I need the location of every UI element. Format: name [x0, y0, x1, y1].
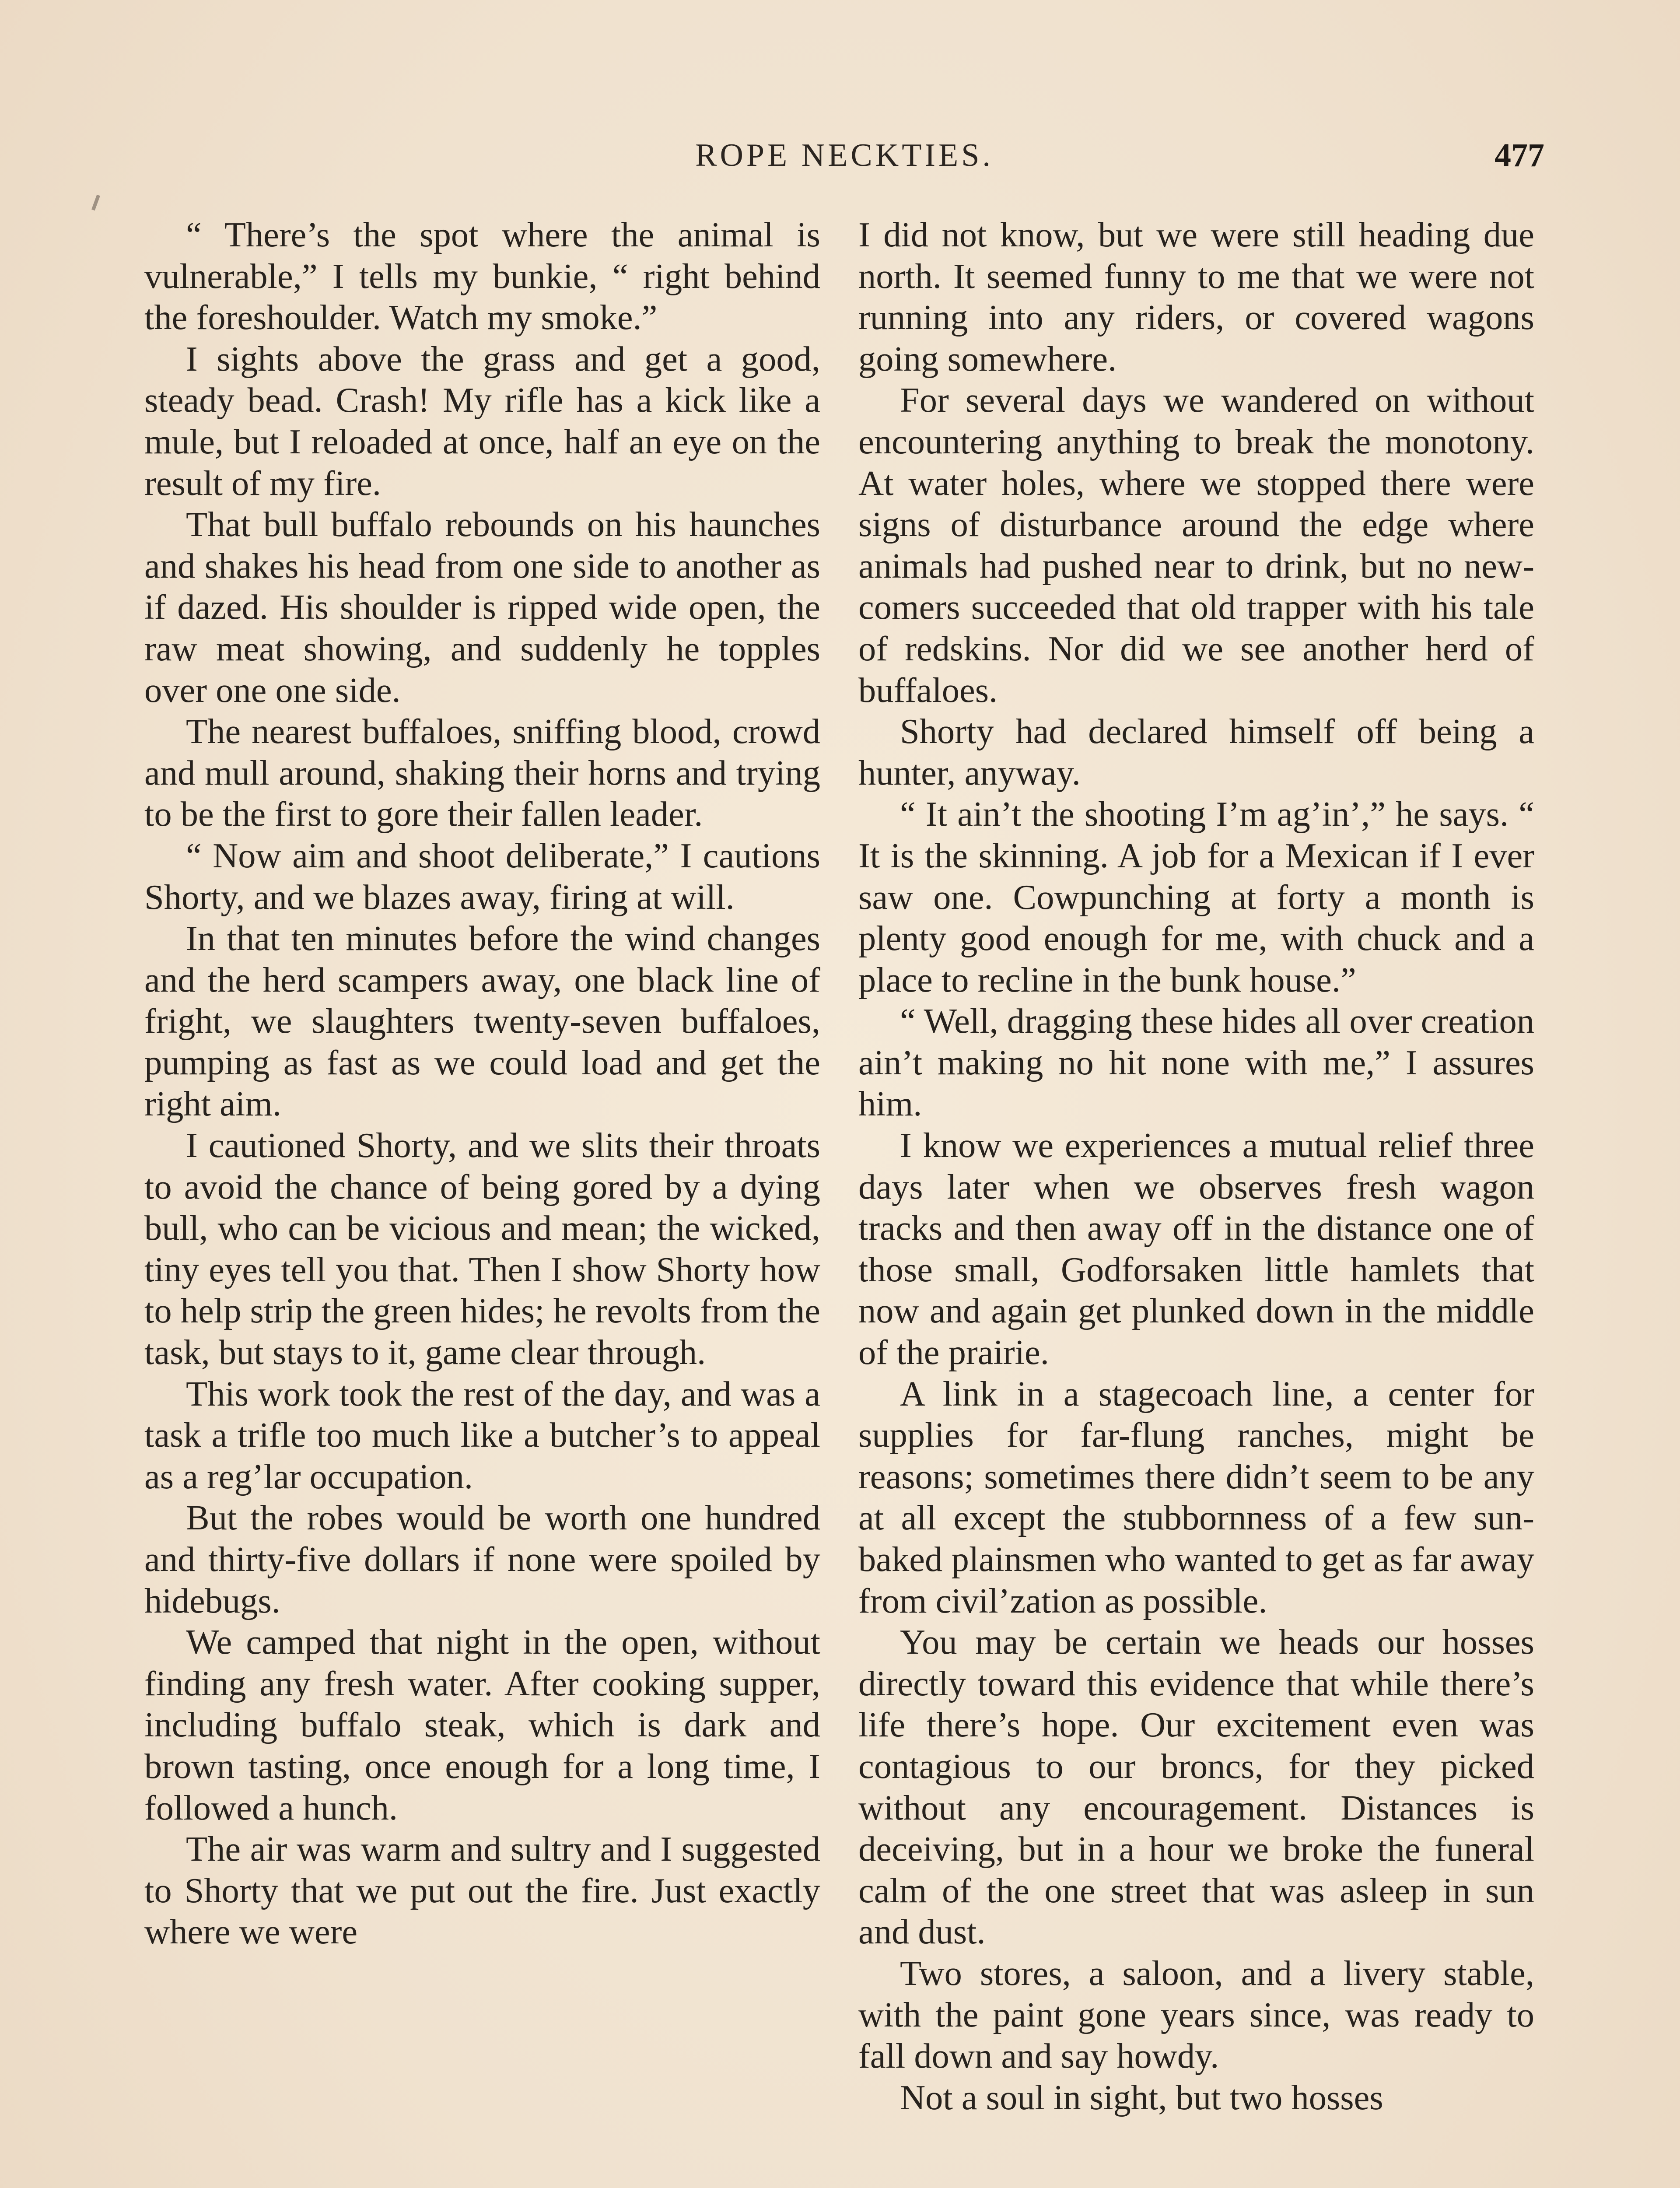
paragraph: I cautioned Shorty, and we slits their throats to avoid the chance of being gored by a dying bull, who can be vicious and mean; the wicked, tiny eyes tell you that. Then I show Shorty how to help strip the green hides; he revolts from the task, but stays to it, game clear through. — [144, 1126, 820, 1372]
running-head: ROPE NECKTIES. — [695, 137, 994, 173]
paragraph: In that ten minutes before the wind changes and the herd scampers away, one black line of fright, we slaughters twenty-seven buffaloes, pumping as fast as we could load and get the right aim. — [144, 919, 820, 1124]
paragraph: But the robes would be worth one hundred and thirty-five dollars if none were spoiled by hidebugs. — [144, 1498, 820, 1620]
paragraph: Shorty had declared himself off being a hunter, anyway. — [858, 712, 1534, 792]
paragraph: “ Now aim and shoot deliberate,” I cautions Shorty, and we blazes away, firing at will. — [144, 836, 820, 917]
paragraph: A link in a stagecoach line, a center for supplies for far-flung ranches, might be reasons; sometimes there didn’t seem to be any at all except the stubbornness of a few sun-baked plainsmen who wanted to get as far away from civil’zation as possible. — [858, 1374, 1534, 1620]
paragraph: That bull buffalo rebounds on his haunches and shakes his head from one side to another as if dazed. His shoulder is ripped wide open, the raw meat showing, and suddenly he topples over one one side. — [144, 505, 820, 710]
paragraph: “ There’s the spot where the animal is vulnerable,” I tells my bunkie, “ right behind the foreshoulder. Watch my smoke.” — [144, 215, 820, 337]
paragraph: Not a soul in sight, but two hosses — [900, 2078, 1383, 2117]
paragraph: I know we experiences a mutual relief three days later when we observes fresh wagon tracks and then away off in the distance one of those small, Godforsaken little hamlets that now and again get plunked down in the middle of the prairie. — [858, 1126, 1534, 1372]
paragraph: “ It ain’t the shooting I’m ag’in’,” he says. “ It is the skinning. A job for a Mexican if I ever saw one. Cowpunching at forty a month is plenty good enough for me, with chuck and a place to recline in the bunk house.” — [858, 795, 1534, 999]
page-header — [144, 131, 1544, 179]
paragraph: Two stores, a saloon, and a livery stable, with the paint gone years since, was ready to fall down and say howdy. — [858, 1953, 1534, 2076]
margin-pencil-mark — [91, 195, 100, 211]
right-column — [858, 214, 1534, 2118]
paragraph-continued: I did not know, but we were still heading due north. It seemed funny to me that we were not running into any riders, or covered wagons going somewhere. — [858, 215, 1534, 379]
paragraph: You may be certain we heads our hosses directly toward this evidence that while there’s life there’s hope. Our excitement even was contagious to our broncs, for they picked without any encouragement. Distances is deceiving, but in a hour we broke the funeral calm of the one street that was asleep in sun and dust. — [858, 1623, 1534, 1952]
left-column — [144, 214, 820, 1953]
paragraph: I sights above the grass and get a good, steady bead. Crash! My rifle has a kick like a mule, but I reloaded at once, half an eye on the result of my fire. — [144, 339, 820, 503]
paragraph: The nearest buffaloes, sniffing blood, crowd and mull around, shaking their horns and trying to be the first to gore their fallen leader. — [144, 712, 820, 834]
paragraph: For several days we wandered on without encountering anything to break the monotony. At water holes, where we stopped there were signs of disturbance around the edge where animals had pushed near to drink, but no newcomers succeeded that old trapper with his tale of redskins. Nor did we see another herd of buffaloes. — [858, 381, 1534, 710]
paragraph: The air was warm and sultry and I suggested to Shorty that we put out the fire. Just exactly where we were — [144, 1830, 820, 1952]
paragraph: “ Well, dragging these hides all over creation ain’t making no hit none with me,” I assures him. — [858, 1002, 1534, 1124]
page-number: 477 — [1494, 137, 1544, 174]
paragraph: This work took the rest of the day, and was a task a trifle too much like a butcher’s to appeal as a reg’lar occupation. — [144, 1374, 820, 1496]
paragraph: We camped that night in the open, without finding any fresh water. After cooking supper, including buffalo steak, which is dark and brown tasting, once enough for a long time, I followed a hunch. — [144, 1623, 820, 1827]
